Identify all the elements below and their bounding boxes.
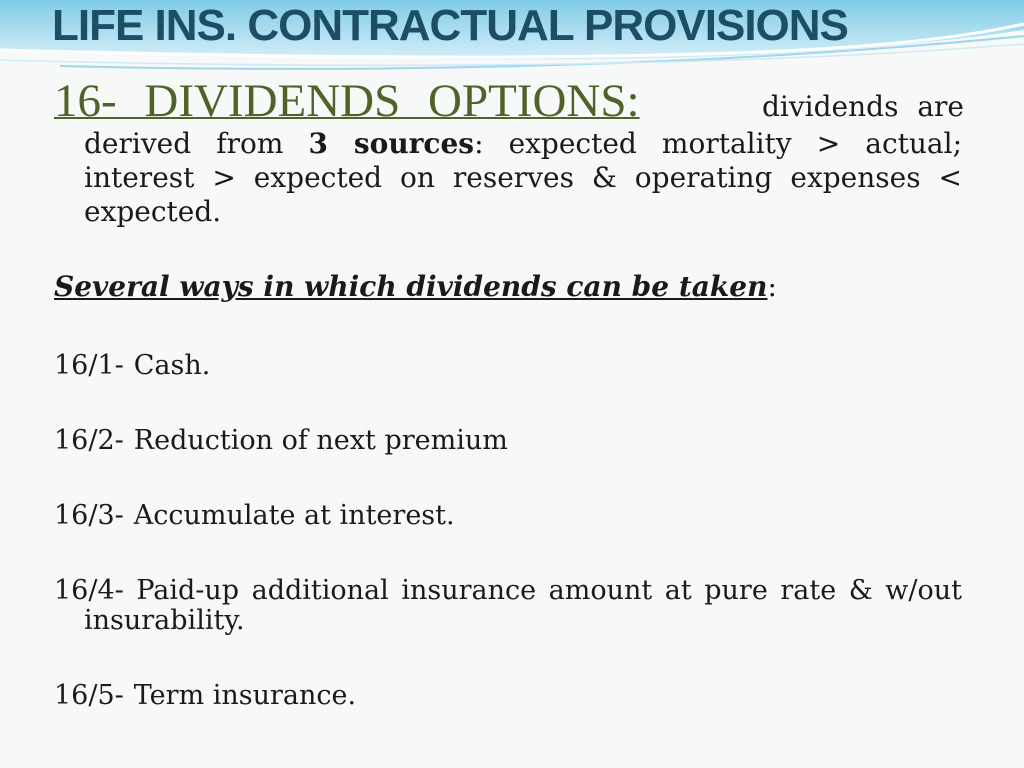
item-text: Reduction of next premium — [133, 425, 508, 456]
item-number: 16/3- — [54, 500, 124, 531]
intro-line-3: expected. — [84, 195, 222, 228]
sources-emphasis: 3 sources — [308, 127, 475, 160]
list-item — [54, 500, 455, 532]
slide-title: LIFE INS. CONTRACTUAL PROVISIONS — [52, 1, 848, 50]
list-item — [54, 425, 508, 457]
intro-line-2: interest > expected on reserves & operating expenses < — [84, 161, 962, 194]
intro-text: : expected mortality > actual; — [474, 127, 963, 160]
item-text: Cash. — [133, 350, 211, 381]
item-text: Paid-up additional insurance amount at pure rate & w/out — [136, 575, 962, 606]
list-item — [54, 350, 210, 382]
ways-subheading — [54, 270, 777, 303]
ways-colon: : — [767, 270, 777, 303]
ways-label: Several ways in which dividends can be taken — [54, 270, 768, 303]
intro-text: derived from — [84, 127, 284, 160]
heading-tail-text: dividends are — [761, 90, 964, 123]
item-text: Accumulate at interest. — [133, 500, 455, 531]
item-number: 16/4- — [54, 575, 124, 606]
item-text: Term insurance. — [133, 680, 357, 711]
item-number: 16/5- — [54, 680, 124, 711]
list-item — [54, 575, 962, 607]
section-heading: 16- DIVIDENDS OPTIONS: — [54, 75, 640, 127]
list-item-continuation: insurability. — [84, 605, 245, 636]
list-item — [54, 680, 356, 712]
item-number: 16/1- — [54, 350, 124, 381]
item-number: 16/2- — [54, 425, 124, 456]
intro-line-1 — [84, 127, 962, 160]
